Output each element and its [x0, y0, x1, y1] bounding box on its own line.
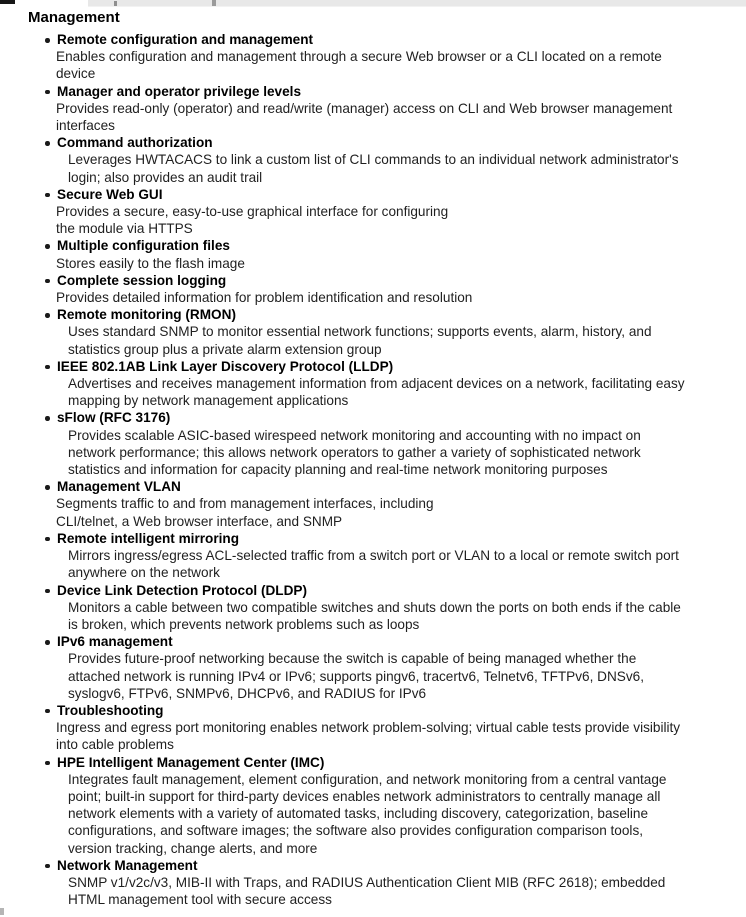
bullet-icon: [45, 141, 50, 146]
feature-title-line: [0, 134, 746, 151]
datasheet-section: [0, 7, 746, 908]
feature-item: [0, 702, 746, 754]
feature-description-line: Provides scalable ASIC-based wirespeed network monitoring and accounting with no impact on: [68, 427, 641, 443]
section-heading: Management: [28, 9, 120, 26]
feature-description-line: mapping by network management applications: [68, 393, 349, 409]
feature-title: IPv6 management: [57, 634, 173, 650]
feature-title-line: [0, 272, 746, 289]
bullet-icon: [45, 761, 50, 766]
feature-title-line: [0, 633, 746, 650]
feature-title: Secure Web GUI: [57, 186, 163, 202]
cropped-glyph-fragment: [0, 908, 4, 915]
feature-title: Manager and operator privilege levels: [57, 83, 302, 99]
feature-title-line: [0, 306, 746, 323]
cropped-previous-row: [0, 0, 746, 6]
feature-title: Remote intelligent mirroring: [57, 530, 240, 546]
feature-title: Remote configuration and management: [57, 32, 314, 47]
feature-description-line: is broken, which prevents network problems such as loops: [68, 616, 420, 632]
feature-list: [0, 31, 746, 908]
feature-description-line: Leverages HWTACACS to link a custom list of CLI commands to an individual network administrator's: [68, 152, 679, 168]
feature-item: [0, 306, 746, 358]
feature-description-line: attached network is running IPv4 or IPv6; supports pingv6, tracertv6, Telnetv6, TFTPv6, DNSv6,: [68, 668, 644, 684]
feature-description-line: login; also provides an audit trail: [68, 169, 263, 185]
feature-title: Network Management: [57, 857, 198, 873]
bullet-icon: [45, 864, 50, 869]
bullet-icon: [45, 90, 50, 95]
cropped-text-fragment: [0, 0, 15, 4]
bullet-icon: [45, 589, 50, 594]
feature-description-line: Provides future-proof networking because the switch is capable of being managed whether the: [68, 651, 637, 667]
feature-description-line: HTML management tool with secure access: [68, 892, 332, 908]
feature-description-line: Provides detailed information for problem identification and resolution: [56, 290, 473, 306]
feature-title: Management VLAN: [57, 479, 181, 495]
feature-item: [0, 857, 746, 909]
bullet-icon: [45, 365, 50, 370]
feature-description-line: Provides a secure, easy-to-use graphical interface for configuring: [56, 204, 449, 220]
feature-title: Device Link Detection Protocol (DLDP): [57, 582, 308, 598]
feature-description-line: Enables configuration and management through a secure Web browser or a CLI located on a remote: [56, 49, 662, 65]
feature-description-line: Advertises and receives management information from adjacent devices on a network, facilitating easy: [68, 376, 685, 392]
feature-title: Complete session logging: [57, 272, 227, 288]
feature-description-line: the module via HTTPS: [56, 221, 193, 237]
feature-item: [0, 358, 746, 410]
feature-title-line: [0, 530, 746, 547]
feature-title: IEEE 802.1AB Link Layer Discovery Protocol (LLDP): [57, 358, 394, 374]
feature-title-line: [0, 582, 746, 599]
cropped-glyph-fragment: [212, 0, 216, 6]
feature-description-line: Provides read-only (operator) and read/write (manager) access on CLI and Web browser management: [56, 100, 673, 116]
feature-title-line: [0, 83, 746, 100]
feature-item: [0, 582, 746, 634]
feature-description-line: statistics group plus a private alarm extension group: [68, 341, 382, 357]
feature-description-line: Integrates fault management, element configuration, and network monitoring from a central vantage: [68, 771, 667, 787]
feature-title-line: [0, 31, 746, 48]
feature-description-line: statistics and information for capacity planning and real-time network monitoring purposes: [68, 462, 608, 478]
feature-description-line: network elements with a variety of automated tasks, including discovery, categorization, baseline: [68, 806, 649, 822]
feature-item: [0, 31, 746, 83]
feature-item: [0, 633, 746, 702]
feature-title-line: [0, 409, 746, 426]
feature-title: Remote monitoring (RMON): [57, 307, 236, 323]
feature-description-line: Ingress and egress port monitoring enables network problem-solving; virtual cable tests provide visibility: [56, 720, 681, 736]
feature-item: [0, 530, 746, 582]
bullet-icon: [45, 416, 50, 421]
feature-description-line: Stores easily to the flash image: [56, 255, 245, 271]
feature-title: HPE Intelligent Management Center (IMC): [57, 754, 325, 770]
feature-title: Troubleshooting: [57, 702, 164, 718]
bullet-icon: [45, 709, 50, 714]
feature-item: [0, 186, 746, 238]
feature-description-line: CLI/telnet, a Web browser interface, and SNMP: [56, 513, 343, 529]
bullet-icon: [45, 38, 50, 43]
feature-item: [0, 409, 746, 478]
feature-item: [0, 134, 746, 186]
feature-item: [0, 478, 746, 530]
feature-title: Command authorization: [57, 135, 213, 151]
feature-description-line: into cable problems: [56, 737, 174, 753]
bullet-icon: [45, 485, 50, 490]
feature-description-line: anywhere on the network: [68, 565, 220, 581]
feature-item: [0, 754, 746, 857]
feature-description-line: device: [56, 66, 96, 82]
feature-title-line: [0, 237, 746, 254]
feature-description-line: Uses standard SNMP to monitor essential network functions; supports events, alarm, history, and: [68, 324, 652, 340]
feature-title-line: [0, 702, 746, 719]
bullet-icon: [45, 640, 50, 645]
feature-description-line: Segments traffic to and from management interfaces, including: [56, 496, 434, 512]
feature-description-line: Monitors a cable between two compatible switches and shuts down the ports on both ends if the cable: [68, 599, 681, 615]
feature-item: [0, 237, 746, 271]
bullet-icon: [45, 537, 50, 542]
cropped-glyph-fragment: [114, 1, 117, 6]
feature-title-line: [0, 857, 746, 874]
feature-title-line: [0, 478, 746, 495]
feature-description-line: point; built-in support for third-party devices enables network administrators to centrally manage all: [68, 788, 661, 804]
feature-description-line: SNMP v1/v2c/v3, MIB-II with Traps, and RADIUS Authentication Client MIB (RFC 2618); embedded: [68, 874, 666, 890]
bullet-icon: [45, 313, 50, 318]
feature-title: sFlow (RFC 3176): [57, 410, 171, 426]
bullet-icon: [45, 279, 50, 284]
feature-title-line: [0, 186, 746, 203]
bullet-icon: [45, 193, 50, 198]
feature-item: [0, 272, 746, 306]
feature-title-line: [0, 754, 746, 771]
feature-description-line: Mirrors ingress/egress ACL-selected traffic from a switch port or VLAN to a local or remote switch port: [68, 548, 679, 564]
bullet-icon: [45, 244, 50, 249]
feature-item: [0, 83, 746, 135]
feature-description-line: version tracking, change alerts, and more: [68, 840, 318, 856]
feature-description-line: syslogv6, FTPv6, SNMPv6, DHCPv6, and RADIUS for IPv6: [68, 685, 427, 701]
feature-title: Multiple configuration files: [57, 238, 230, 254]
feature-description-line: configurations, and software images; the software also provides configuration comparison tools,: [68, 823, 644, 839]
feature-description-line: network performance; this allows network operators to gather a variety of sophisticated network: [68, 444, 641, 460]
feature-title-line: [0, 358, 746, 375]
feature-description-line: interfaces: [56, 118, 115, 134]
cropped-row-band: [88, 0, 746, 7]
